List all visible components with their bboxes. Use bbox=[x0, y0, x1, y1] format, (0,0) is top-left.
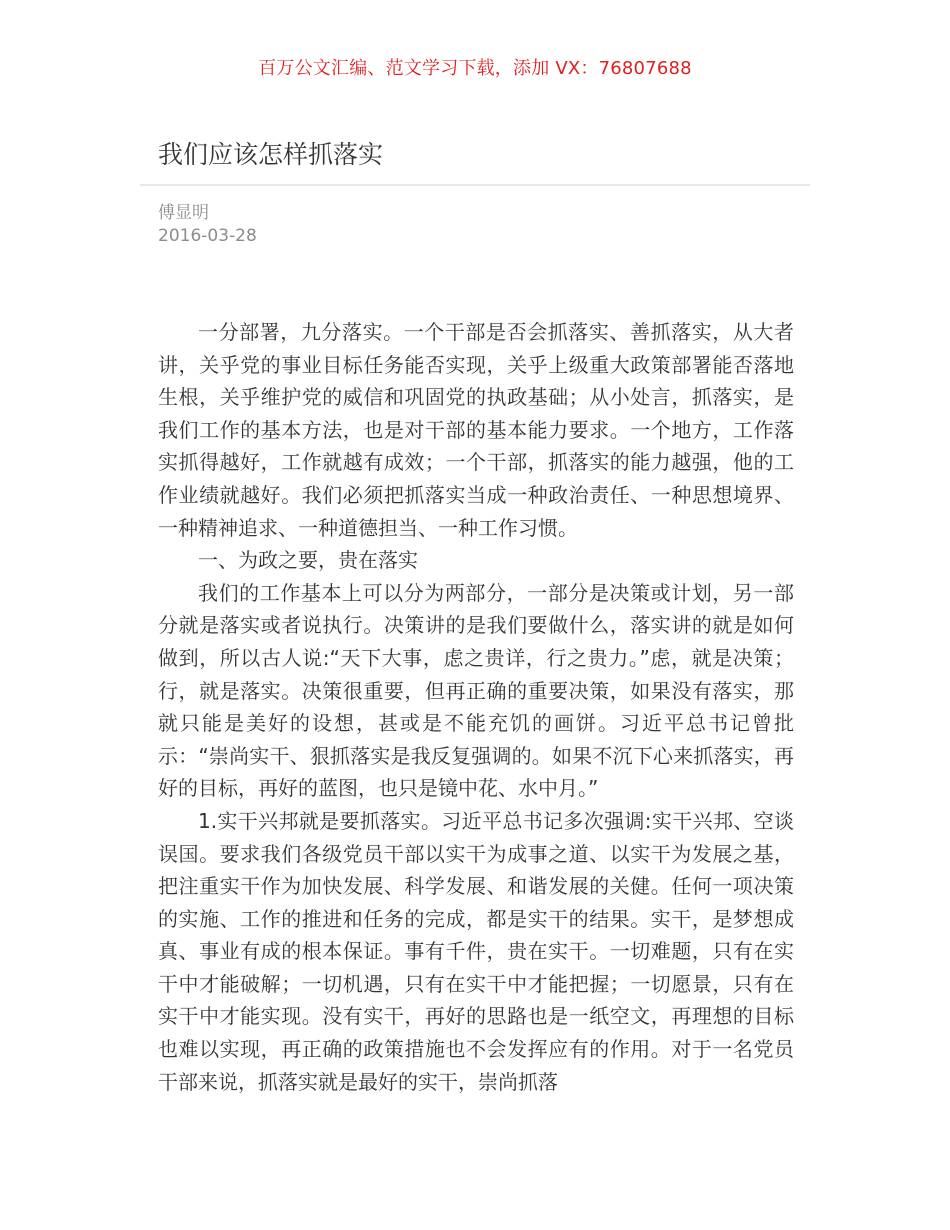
article-body bbox=[158, 316, 794, 1098]
promo-banner: 百万公文汇编、范文学习下载，添加 VX：76807688 bbox=[258, 58, 692, 79]
paragraph-intro: 一分部署，九分落实。一个干部是否会抓落实、善抓落实，从大者讲，关乎党的事业目标任务能否实现，关乎上级重大政策部署能否落地生根，关乎维护党的威信和巩固党的执政基础；从小处言，抓落实，是我们工作的基本方法，也是对干部的基本能力要求。一个地方，工作落实抓得越好，工作就越有成效；一个干部，抓落实的能力越强，他的工作业绩就越好。我们必须把抓落实当成一种政治责任、一种思想境界、一种精神追求、一种道德担当、一种工作习惯。 bbox=[158, 320, 794, 540]
article-author: 傅显明 bbox=[158, 203, 209, 223]
title-divider bbox=[140, 184, 810, 186]
section-heading: 一、为政之要，贵在落实 bbox=[198, 548, 418, 573]
article-title: 我们应该怎样抓落实 bbox=[158, 140, 384, 169]
article-meta bbox=[158, 202, 257, 248]
paragraph-point-1: 1.实干兴邦就是要抓落实。习近平总书记多次强调:实干兴邦、空谈误国。要求我们各级党员干部以实干为成事之道、以实干为发展之基，把注重实干作为加快发展、科学发展、和谐发展的关健。任何一项决策的实施、工作的推进和任务的完成，都是实干的结果。实干，是梦想成真、事业有成的根本保证。事有千件，贵在实干。一切难题，只有在实干中才能破解；一切机遇，只有在实干中才能把握；一切愿景，只有在实干中才能实现。没有实干，再好的思路也是一纸空文，再理想的目标也难以实现，再正确的政策措施也不会发挥应有的作用。对于一名党员干部来说，抓落实就是最好的实干，崇尚抓落 bbox=[158, 808, 794, 1094]
article-date: 2016-03-28 bbox=[158, 226, 257, 246]
paragraph-decision-execution: 我们的工作基本上可以分为两部分，一部分是决策或计划，另一部分就是落实或者说执行。决策讲的是我们要做什么，落实讲的就是如何做到，所以古人说:“天下大事，虑之贵详，行之贵力。”虑，就是决策；行，就是落实。决策很重要，但再正确的重要决策，如果没有落实，那就只能是美好的设想，甚或是不能充饥的画饼。习近平总书记曾批示：“崇尚实干、狠抓落实是我反复强调的。如果不沉下心来抓落实，再好的目标，再好的蓝图，也只是镜中花、水中月。” bbox=[158, 580, 794, 801]
